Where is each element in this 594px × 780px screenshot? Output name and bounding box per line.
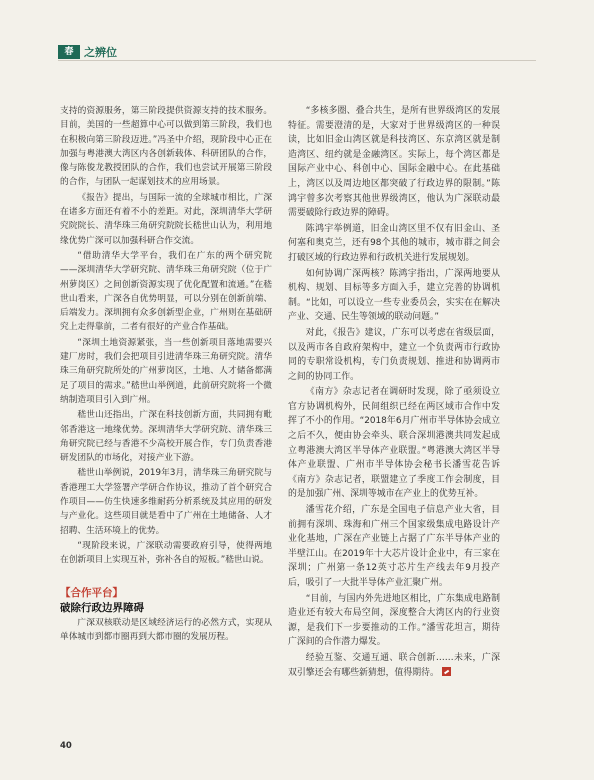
page-number: 40	[60, 741, 72, 751]
paragraph: 嵇世山举例说，2019年3月，清华珠三角研究院与香港理工大学签署产学研合作协议，推动了首个研究合作项目——仿生快速多维耐药分析系统及其应用的研发与产业化。这些项目就是看中了广州在土地储备、人才招聘、生活环境上的优势。	[60, 468, 272, 536]
header-divider	[58, 60, 536, 61]
column-logo: 春	[58, 45, 80, 59]
closing-text: 经验互鉴、交通互通、联合创新……未来，广深双引擎还会有哪些新猜想，值得期待。	[288, 652, 500, 678]
paragraph: “现阶段来说，广深联动需要政府引导，使得两地在创新项目上实现互补，弥补各自的短板。”嵇世山说。	[60, 540, 272, 566]
right-column	[288, 104, 500, 706]
section-heading	[60, 586, 272, 616]
paragraph: “多核多圈、叠合共生，是所有世界级湾区的发展特征。需要澄清的是，大家对于世界级湾区的一种误读，比如旧金山湾区就是科技湾区、东京湾区就是制造湾区、纽约就是金融湾区。实际上，每个湾区都是国际产业中心、科创中心、国际金融中心。在此基础上，湾区以及周边地区都突破了行政边界的限制。”陈鸿宇曾多次考察其他世界级湾区，他认为广深联动最需要破除行政边界的障碍。	[288, 106, 500, 219]
paragraph: “目前，与国内外先进地区相比，广东集成电路制造业还有较大布局空间，深度整合大湾区内的行业资源，是我们下一步要推动的工作。”潘雪花坦言，期待广深间的合作潜力爆发。	[288, 593, 500, 648]
paragraph: 如何协调广深两核？陈鸿宇指出，广深两地要从机构、规划、目标等多方面入手，建立完善的协调机制。“比如，可以设立一些专业委员会，实实在在解决产业、交通、民生等领域的联动问题。”	[288, 268, 500, 323]
paragraph: 广深双核联动是区域经济运行的必然方式，实现从单体城市到都市圈再到大都市圈的发展历程。	[60, 617, 272, 642]
paragraph: 陈鸿宇举例道，旧金山湾区里不仅有旧金山、圣何塞和奥克兰，还有98个其他的城市，城市群之间会打破区域的行政边界和行政机关进行发展规划。	[288, 223, 500, 263]
paragraph: “深圳土地资源紧张，当一些创新项目落地需要兴建厂房时，我们会把项目引进清华珠三角研究院。清华珠三角研究院所处的广州萝岗区，土地、人才储备都满足了项目的需求。”嵇世山举例道，此前研究院将一个微纳制造项目引入到广州。	[60, 337, 272, 405]
section-tag: 【合作平台】	[60, 586, 123, 599]
left-column	[60, 104, 272, 694]
page-header	[58, 44, 117, 60]
paragraph: “借助清华大学平台，我们在广东的两个研究院——深圳清华大学研究院、清华珠三角研究院（位于广州萝岗区）之间创新资源实现了优化配置和流通。”在嵇世山看来，广深各自优势明显，可以分别在创新前端、后端发力。深圳拥有众多创新型企业，广州则在基础研究上走得靠前，二者有很好的产业合作基础。	[60, 250, 272, 333]
paragraph: 支持的资源服务，第三阶段提供资源支持的技术服务。目前，美国的一些超算中心可以做到第三阶段，我们也在积极向第三阶段迈进。”冯圣中介绍，现阶段中心正在加强与粤港澳大湾区内各创新载体、科研团队的合作，像与陈俊龙教授团队的合作，我们也尝试开展第三阶段的合作，与团队一起谋划技术的应用场景。	[60, 106, 272, 188]
paragraph: 嵇世山还指出，广深在科技创新方面，共同拥有毗邻香港这一地缘优势。深圳清华大学研究院、清华珠三角研究院已经与香港不少高校开展合作，专门负责香港研发团队的市场化，对接产业下游。	[60, 410, 272, 464]
paragraph: 对此，《报告》建议，广东可以考虑在省级层面，以及两市各自政府架构中，建立一个负责两市行政协同的专职常设机构，专门负责规划、推进和协调两市之间的协同工作。	[288, 327, 500, 382]
paragraph: 《南方》杂志记者在调研时发现，除了亟须设立官方协调机构外，民间组织已经在两区域市合作中发挥了不小的作用。“2018年6月广州市半导体协会成立之后不久，便由协会牵头、联合深圳港澳共同发起成立粤港澳大湾区半导体产业联盟。”粤港澳大湾区半导体产业联盟、广州市半导体协会秘书长潘雪花告诉《南方》杂志记者，联盟建立了季度工作会制度，目的是加强广州、深圳等城市在产业上的优势互补。	[288, 387, 500, 500]
section-name: 之辨位	[84, 46, 117, 59]
section-title: 破除行政边界障碍	[60, 601, 144, 614]
closing-paragraph	[288, 651, 500, 680]
paragraph: 《报告》提出，与国际一流的全球城市相比，广深在诸多方面还有着不小的差距。对此，深圳清华大学研究院院长、清华珠三角研究院院长嵇世山认为，利用地缘优势广深可以加强科研合作交流。	[60, 192, 272, 246]
article-end-icon	[442, 667, 451, 676]
paragraph: 潘雪花介绍，广东是全国电子信息产业大省，目前拥有深圳、珠海和广州三个国家级集成电路设计产业化基地，广深在产业链上占据了广东半导体产业的半壁江山。在2019年十大芯片设计企业中，有三家在深圳；广州第一条12英寸芯片生产线去年9月投产后，吸引了一大批半导体产业汇聚广州。	[288, 505, 500, 588]
